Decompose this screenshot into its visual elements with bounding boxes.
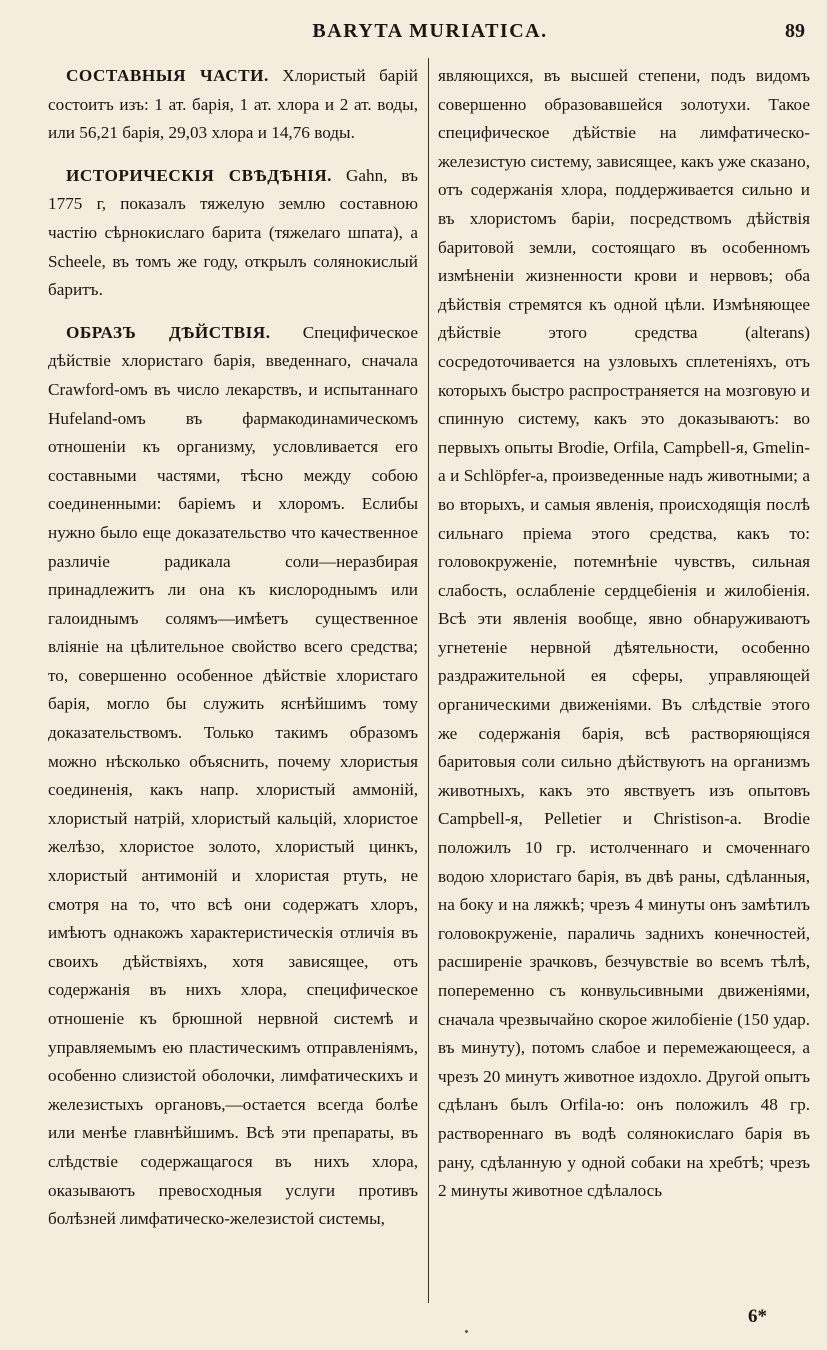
page-speck (465, 1330, 468, 1333)
right-column (438, 62, 810, 1302)
history-heading: ИСТОРИЧЕСКІЯ СВѢДѢНІЯ. (66, 165, 332, 185)
running-title: BARYTA MURIATICA. (312, 20, 548, 42)
action-paragraph (48, 319, 418, 1234)
running-head (0, 18, 827, 48)
history-text: Gahn, въ 1775 г, показалъ тяжелую землю составною частію сѣрнокислаго барита (тяжелаго шпата), а Scheele, въ томъ же году, открылъ солянокислый баритъ. (48, 165, 418, 300)
right-column-text: являющихся, въ высшей степени, подъ видомъ совершенно образовавшейся золотухи. Такое специфическое дѣйствіе на лимфатическо-железистую систему, зависящее, какъ уже сказано, отъ содержанія хлора, поддерживается сильно и въ хлористомъ баріи, посредствомъ дѣйствія баритовой земли, состоящаго въ особенномъ измѣненіи жизненности крови и нервовъ; оба дѣйствія стремятся къ одной цѣли. Измѣняющее дѣйствіе этого средства (alterans) сосредоточивается на узловыхъ сплетеніяхъ, отъ которыхъ быстро распространяется на мозговую и спинную систему, какъ это доказываютъ: во первыхъ опыты Brodie, Orfila, Campbell-я, Gmelin-а и Schlöpfer-а, произведенные надъ животными; а во вторыхъ, и самыя явленія, происходящія послѣ сильнаго пріема этого средства, какъ то: головокруженіе, потемнѣніе чувствъ, сильная слабость, ослабленіе сердцебіенія и жилобіенія. Всѣ эти явленія вообще, явно обнаруживаютъ угнетеніе нервной дѣятельности, особенно раздражительной ея сферы, управляющей органическими движеніями. Въ слѣдствіе этого же содержанія барія, всѣ растворяющіяся баритовыя соли сильно дѣйствуютъ на организмъ животныхъ, какъ это явствуетъ изъ опытовъ Campbell-я, Pelletier и Christison-а. Brodie положилъ 10 гр. истолченнаго и смоченнаго водою хлористаго барія, въ двѣ раны, сдѣланныя, на боку и на ляжкѣ; чрезъ 4 минуты онъ замѣтилъ головокруженіе, параличь заднихъ конечностей, расширеніе зрачковъ, безчувствіе во всемъ тѣлѣ, попеременно съ конвульсивными движеніями, сначала чрезвычайно скорое жилобіеніе (150 удар. въ минуту), потомъ слабое и перемежающееся, а чрезъ 20 минутъ животное издохло. Другой опытъ сдѣланъ былъ Orfila-ю: онъ положилъ 48 гр. раствореннаго въ водѣ солянокислаго барія въ рану, сдѣланную у одной собаки на хребтѣ; чрезъ 2 минуты животное сдѣлалось (438, 66, 810, 1201)
left-column (48, 62, 418, 1302)
composition-heading: СОСТАВНЫЯ ЧАСТИ. (66, 66, 269, 85)
signature-mark: 6* (748, 1306, 767, 1327)
history-paragraph (48, 162, 418, 305)
action-heading: ОБРАЗЪ ДѢЙСТВІЯ. (66, 322, 271, 342)
action-text: Специфическое дѣйствіе хлористаго барія, введеннаго, сначала Crawford-омъ въ число лекарствъ, и испытаннаго Hufeland-омъ въ фармакодинамическомъ отношеніи къ организму, условливается его составными частями, тѣсно между собою соединенными: баріемъ и хлоромъ. Еслибы нужно было еще доказательство что качественное различіе радикала соли—неразбирая принадлежитъ ли она къ кислороднымъ или галоиднымъ солямъ—имѣетъ существенное вліяніе на цѣлительное свойство всего средства; то, совершенно особенное дѣйствіе хлористаго барія, могло бы служить яснѣйшимъ тому доказательствомъ. Только такимъ образомъ можно нѣсколько объяснить, почему хлористыя соединенія, какъ напр. хлористый аммоній, хлористый натрій, хлористый кальцій, хлористое желѣзо, хлористое золото, хлористый цинкъ, хлористый антимоній и хлористая ртуть, не смотря на то, что всѣ они содержатъ хлоръ, имѣютъ однакожъ характеристическія отличія въ своихъ дѣйствіяхъ, хотя зависящее, отъ содержанія въ нихъ хлора, специфическое отношеніе къ брюшной нервной системѣ и управляемымъ ею пластическимъ отправленіямъ, особенно слизистой оболочки, лимфатическихъ и железистыхъ органовъ,—остается всегда болѣе или менѣе главнѣйшимъ. Всѣ эти препараты, въ слѣдствіе содержащагося въ нихъ хлора, оказываютъ превосходныя услуги противъ болѣзней лимфатическо-железистой системы, (48, 322, 418, 1229)
composition-paragraph (48, 62, 418, 148)
composition-text: Хлористый барій состоитъ изъ: 1 ат. барія, 1 ат. хлора и 2 ат. воды, или 56,21 барія, 29,03 хлора и 14,76 воды. (48, 66, 418, 143)
page-number: 89 (785, 20, 805, 42)
column-divider (428, 58, 429, 1303)
